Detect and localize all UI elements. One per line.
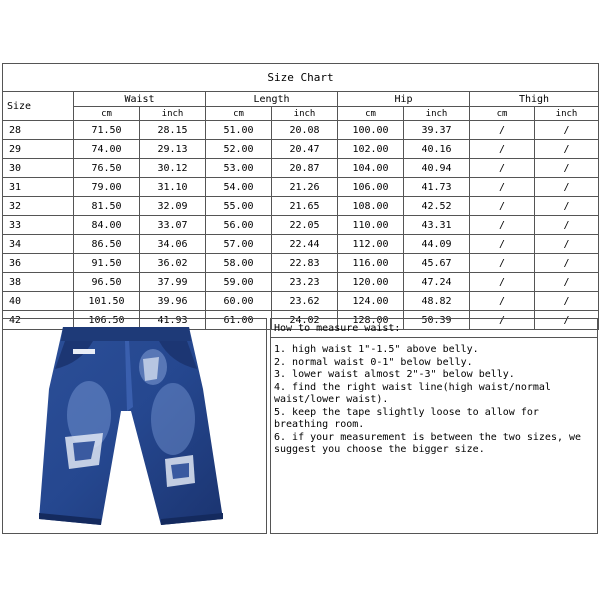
measure-cell: 36.02 [140,254,206,273]
measure-cell: 47.24 [404,273,470,292]
size-cell: 38 [3,273,74,292]
table-row [3,140,599,159]
unit-inch-header: inch [272,107,338,121]
instructions-title: How to measure waist: [271,319,597,338]
measure-cell: / [470,292,535,311]
instruction-item: 5. keep the tape slightly loose to allow for breathing room. [274,406,539,430]
measure-cell: / [470,235,535,254]
measure-cell: 58.00 [206,254,272,273]
measure-cell: 108.00 [338,197,404,216]
size-cell: 33 [3,216,74,235]
unit-cm-header: cm [206,107,272,121]
measure-cell: / [470,254,535,273]
measure-cell: / [535,292,599,311]
measure-cell: 102.00 [338,140,404,159]
measure-cell: / [535,235,599,254]
measure-cell: 51.00 [206,121,272,140]
measure-cell: 76.50 [74,159,140,178]
measure-cell: / [535,216,599,235]
measure-cell: 45.67 [404,254,470,273]
measure-cell: 74.00 [74,140,140,159]
size-cell: 34 [3,235,74,254]
measure-cell: 20.87 [272,159,338,178]
measure-cell: 52.00 [206,140,272,159]
waist-header: Waist [74,92,206,107]
measure-cell: 128.00 [338,311,404,330]
measure-cell: 57.00 [206,235,272,254]
measure-cell: 44.09 [404,235,470,254]
measure-cell: 120.00 [338,273,404,292]
size-header: Size [3,92,74,121]
table-row [3,273,599,292]
measure-cell: 71.50 [74,121,140,140]
measure-cell: 31.10 [140,178,206,197]
measure-cell: 48.82 [404,292,470,311]
measure-cell: 22.44 [272,235,338,254]
table-row [3,178,599,197]
size-cell: 32 [3,197,74,216]
instruction-item: 2. normal waist 0-1" below belly. [274,356,473,368]
measure-cell: / [535,140,599,159]
measure-cell: 20.47 [272,140,338,159]
measure-cell: 21.26 [272,178,338,197]
size-cell: 42 [3,311,74,330]
measure-cell: / [470,197,535,216]
measure-cell: 37.99 [140,273,206,292]
measure-cell: 100.00 [338,121,404,140]
measure-cell: 79.00 [74,178,140,197]
measure-cell: / [535,121,599,140]
size-cell: 28 [3,121,74,140]
table-row [3,197,599,216]
measure-cell: 24.02 [272,311,338,330]
table-row [3,216,599,235]
unit-inch-header: inch [404,107,470,121]
measure-cell: 59.00 [206,273,272,292]
measure-cell: 22.83 [272,254,338,273]
measure-cell: / [535,311,599,330]
instruction-item: 6. if your measurement is between the two sizes, we suggest you choose the bigger size. [274,431,582,455]
unit-cm-header: cm [470,107,535,121]
measure-cell: / [535,254,599,273]
measure-cell: 86.50 [74,235,140,254]
lower-panel [2,318,598,534]
measure-cell: 30.12 [140,159,206,178]
length-header: Length [206,92,338,107]
product-photo [2,318,267,534]
size-cell: 30 [3,159,74,178]
thigh-header: Thigh [470,92,599,107]
table-row [3,254,599,273]
size-cell: 40 [3,292,74,311]
measure-cell: 39.37 [404,121,470,140]
measure-cell: / [470,311,535,330]
measure-cell: / [535,273,599,292]
measure-cell: 34.06 [140,235,206,254]
measure-cell: / [470,121,535,140]
measure-cell: 39.96 [140,292,206,311]
measure-instructions [270,318,598,534]
instruction-item: 3. lower waist almost 2"-3" below belly. [274,369,515,380]
measure-cell: 112.00 [338,235,404,254]
measure-cell: 53.00 [206,159,272,178]
size-cell: 36 [3,254,74,273]
measure-cell: 28.15 [140,121,206,140]
size-cell: 31 [3,178,74,197]
unit-cm-header: cm [74,107,140,121]
measure-cell: 21.65 [272,197,338,216]
measure-cell: 40.94 [404,159,470,178]
measure-cell: 106.00 [338,178,404,197]
measure-cell: 81.50 [74,197,140,216]
measure-cell: 116.00 [338,254,404,273]
measure-cell: 22.05 [272,216,338,235]
unit-inch-header: inch [535,107,599,121]
measure-cell: 23.23 [272,273,338,292]
measure-cell: 43.31 [404,216,470,235]
measure-cell: 32.09 [140,197,206,216]
measure-cell: 124.00 [338,292,404,311]
measure-cell: 104.00 [338,159,404,178]
instruction-item: 1. high waist 1"-1.5" above belly. [274,344,479,355]
measure-cell: 55.00 [206,197,272,216]
chart-title: Size Chart [3,64,599,92]
size-chart-table [2,63,599,330]
measure-cell: 42.52 [404,197,470,216]
measure-cell: / [535,159,599,178]
measure-cell: / [470,178,535,197]
measure-cell: 61.00 [206,311,272,330]
denim-shorts-image [3,319,266,533]
measure-cell: 106.50 [74,311,140,330]
table-row [3,235,599,254]
measure-cell: 41.73 [404,178,470,197]
measure-cell: 84.00 [74,216,140,235]
table-row [3,292,599,311]
instruction-item: 4. find the right waist line(high waist/normal waist/lower waist). [274,381,551,405]
measure-cell: 29.13 [140,140,206,159]
table-row [3,121,599,140]
hip-header: Hip [338,92,470,107]
measure-cell: 23.62 [272,292,338,311]
measure-cell: / [470,273,535,292]
measure-cell: 110.00 [338,216,404,235]
measure-cell: 41.93 [140,311,206,330]
measure-cell: 101.50 [74,292,140,311]
measure-cell: 40.16 [404,140,470,159]
measure-cell: / [470,159,535,178]
unit-cm-header: cm [338,107,404,121]
measure-cell: 20.08 [272,121,338,140]
measure-cell: 96.50 [74,273,140,292]
measure-cell: 91.50 [74,254,140,273]
measure-cell: / [535,178,599,197]
measure-cell: 33.07 [140,216,206,235]
instructions-list [271,338,597,457]
measure-cell: 54.00 [206,178,272,197]
measure-cell: / [470,216,535,235]
measure-cell: 50.39 [404,311,470,330]
unit-inch-header: inch [140,107,206,121]
size-cell: 29 [3,140,74,159]
measure-cell: / [535,197,599,216]
table-row [3,159,599,178]
measure-cell: / [470,140,535,159]
measure-cell: 60.00 [206,292,272,311]
measure-cell: 56.00 [206,216,272,235]
